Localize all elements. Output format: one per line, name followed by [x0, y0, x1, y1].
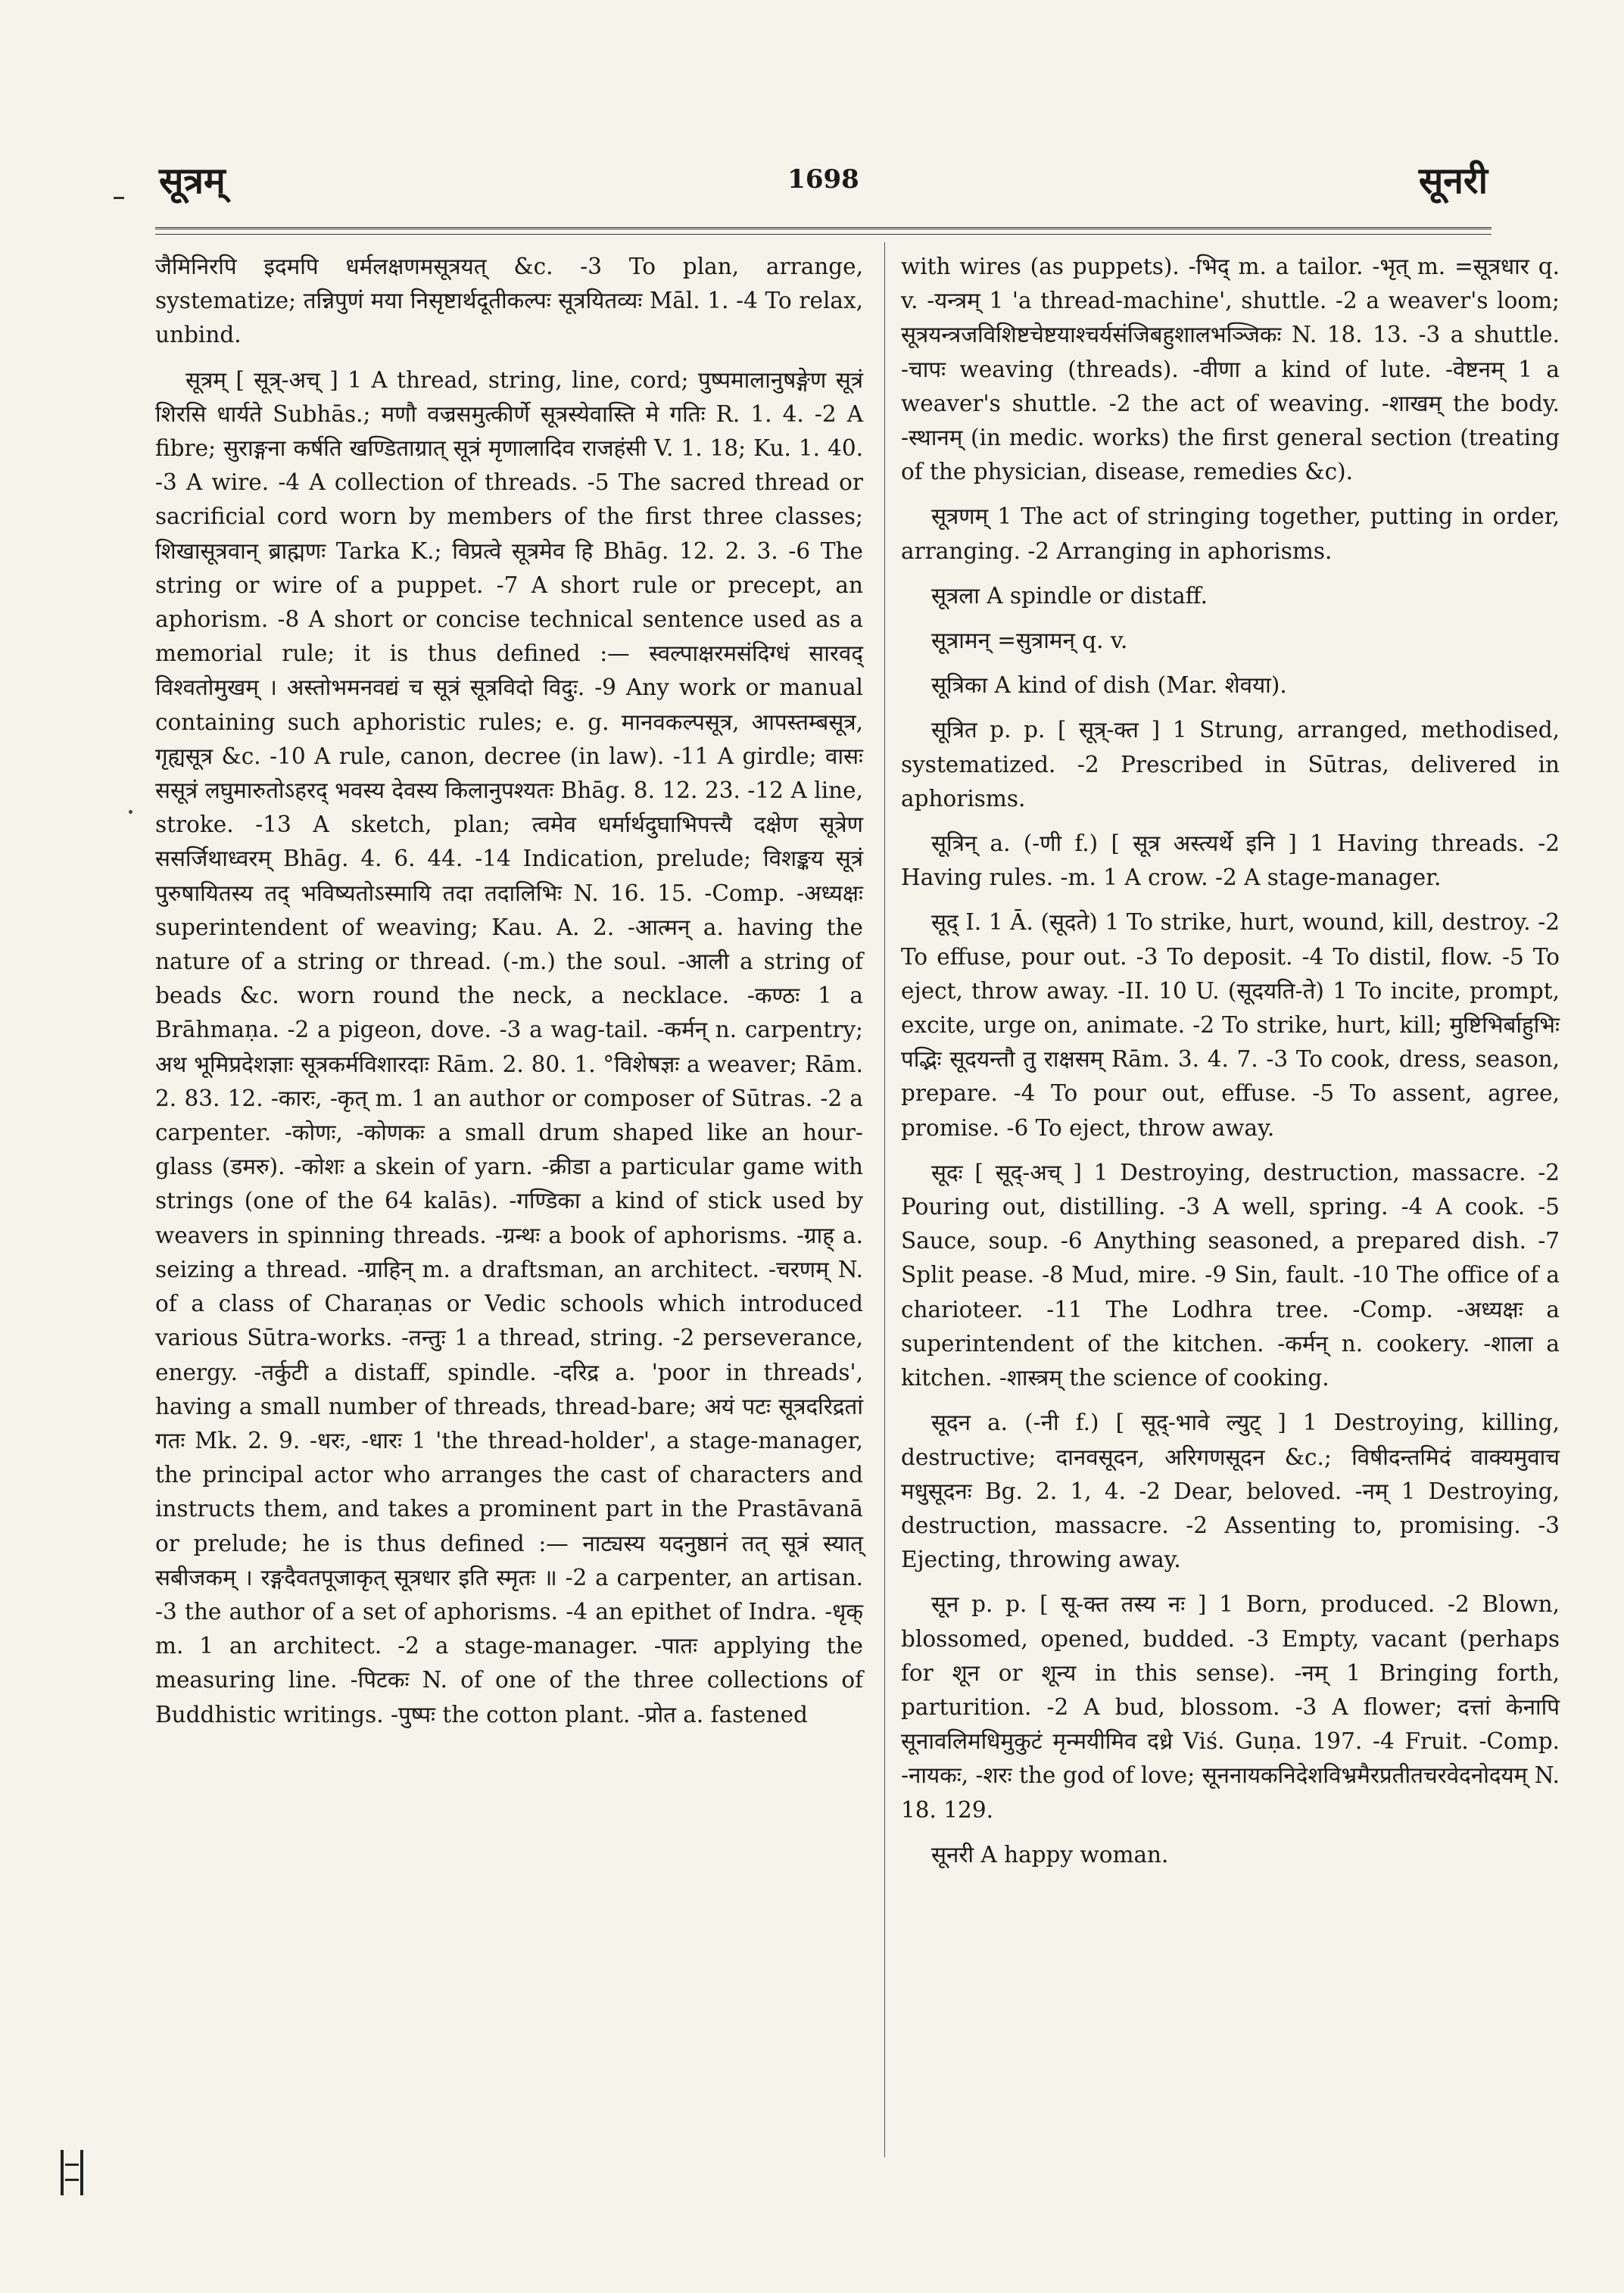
entry-sud-verb: सूद् I. 1 Ā. (सूदते) 1 To strike, hurt, wound, kill, destroy. -2 To effuse, pour out. -3 To deposit. -4 To distil, flow. -5 To eject, throw away. -II. 10 U. (सूदयति-ते) 1 To incite, prompt, excite, urge on, animate. -2 To strike, hurt, kill; मुष्टिभिर्बाहुभिः पद्भिः सूदयन्तौ तु राक्षसम् Rām. 3. 4. 7. -3 To cook, dress, season, prepare. -4 To pour out, effuse. -5 To assent, agree, promise. -6 To eject, throw away.: [901, 909, 1560, 1141]
entry-sutrin: सूत्रिन् a. (-णी f.) [ सूत्र अस्त्यर्थे इनि ] 1 Having threads. -2 Having rules. -m. 1 A crow. -2 A stage-manager.: [901, 830, 1560, 891]
margin-dash: [114, 197, 124, 199]
entry-sunari: सूनरी A happy woman.: [931, 1841, 1169, 1868]
entry-sutraman: सूत्रामन् =सुत्रामन् q. v.: [931, 628, 1128, 654]
right-column: [901, 250, 1560, 1883]
entry-sutrita: सूत्रित p. p. [ सूत्र्-क्त ] 1 Strung, arranged, methodised, systematized. -2 Prescribed in Sūtras, delivered in aphorisms.: [901, 717, 1560, 812]
page-header: [159, 155, 1488, 216]
right-entry-continuation: with wires (as puppets). -भिद् m. a tailor. -भृत् m. =सूत्रधार q. v. -यन्त्रम् 1 'a thread-machine', shuttle. -2 a weaver's loom; सूत्रयन्त्रजविशिष्टचेष्टयाश्चर्यसंजिबहुशालभञ्जिकः N. 18. 13. -3 a shuttle. -चापः weaving (threads). -वीणा a kind of lute. -वेष्टनम् 1 a weaver's shuttle. -2 the act of weaving. -शाखम् the body. -स्थानम् (in medic. works) the first general section (treating of the physician, disease, remedies &c).: [901, 254, 1560, 485]
left-entry-continuation: जैमिनिरपि इदमपि धर्मलक्षणमसूत्रयत् &c. -3 To plan, arrange, systematize; तन्निपुणं मया निसृष्टार्थदूतीकल्पः सूत्रयितव्यः Māl. 1. -4 To relax, unbind.: [155, 254, 863, 348]
entry-sutram: सूत्रम् [ सूत्र्-अच् ] 1 A thread, string, line, cord; पुष्पमालानुषङ्गेण सूत्रं शिरसि धार्यते Subhās.; मणौ वज्रसमुत्कीर्णे सूत्रस्येवास्ति मे गतिः R. 1. 4. -2 A fibre; सुराङ्गना कर्षति खण्डिताग्रात् सूत्रं मृणालादिव राजहंसी V. 1. 18; Ku. 1. 40. -3 A wire. -4 A collection of threads. -5 The sacred thread or sacrificial cord worn by members of the first three classes; शिखासूत्रवान् ब्राह्मणः Tarka K.; विप्रत्वे सूत्रमेव हि Bhāg. 12. 2. 3. -6 The string or wire of a puppet. -7 A short rule or precept, an aphorism. -8 A short or concise technical sentence used as a memorial rule; it is thus defined :— स्वल्पाक्षरमसंदिग्धं सारवद् विश्वतोमुखम् । अस्तोभमनवद्यं च सूत्रं सूत्रविदो विदुः. -9 Any work or manual containing such aphoristic rules; e. g. मानवकल्पसूत्र, आपस्तम्बसूत्र, गृह्यसूत्र &c. -10 A rule, canon, decree (in law). -11 A girdle; वासः ससूत्रं लघुमारुतोऽहरद् भवस्य देवस्य किलानुपश्यतः Bhāg. 8. 12. 23. -12 A line, stroke. -13 A sketch, plan; त्वमेव धर्मार्थदुघाभिपत्त्यै दक्षेण सूत्रेण ससर्जिथाध्वरम् Bhāg. 4. 6. 44. -14 Indication, prelude; विशङ्कय सूत्रं पुरुषायितस्य तद् भविष्यतोऽस्मायि तदा तदालिभिः N. 16. 15. -Comp. -अध्यक्षः superintendent of weaving; Kau. A. 2. -आत्मन् a. having the nature of a string or thread. (-m.) the soul. -आली a string of beads &c. worn round the neck, a necklace. -कण्ठः 1 a Brāhmaṇa. -2 a pigeon, dove. -3 a wag-tail. -कर्मन् n. carpentry; अथ भूमिप्रदेशज्ञाः सूत्रकर्मविशारदाः Rām. 2. 80. 1. °विशेषज्ञः a weaver; Rām. 2. 83. 12. -कारः, -कृत् m. 1 an author or composer of Sūtras. -2 a carpenter. -कोणः, -कोणकः a small drum shaped like an hour-glass (डमरु). -कोशः a skein of yarn. -क्रीडा a particular game with strings (one of the 64 kalās). -गण्डिका a kind of stick used by weavers in spinning threads. -ग्रन्थः a book of aphorisms. -ग्राह् a. seizing a thread. -ग्राहिन् m. a draftsman, an architect. -चरणम् N. of a class of Charaṇas or Vedic schools which introduced various Sūtra-works. -तन्तुः 1 a thread, string. -2 perseverance, energy. -तर्कुटी a distaff, spindle. -दरिद्र a. 'poor in threads', having a small number of threads, thread-bare; अयं पटः सूत्रदरिद्रतां गतः Mk. 2. 9. -धरः, -धारः 1 'the thread-holder', a stage-manager, the principal actor who arranges the cast of characters and instructs them, and takes a prominent part in the Prastāvanā or prelude; he is thus defined :— नाट्यस्य यदनुष्ठानं तत् सूत्रं स्यात् सबीजकम् । रङ्गदैवतपूजाकृत् सूत्रधार इति स्मृतः ॥ -2 a carpenter, an artisan. -3 the author of a set of aphorisms. -4 an epithet of Indra. -धृक् m. 1 an architect. -2 a stage-manager. -पातः applying the measuring line. -पिटकः N. of one of the three collections of Buddhistic writings. -पुष्पः the cotton plant. -प्रोत a. fastened: [155, 366, 863, 1728]
header-rule: [155, 227, 1492, 235]
entry-sutranam: सूत्रणम् 1 The act of stringing together, putting in order, arranging. -2 Arranging in aphorisms.: [901, 503, 1560, 564]
entry-suna: सून p. p. [ सू-क्त तस्य नः ] 1 Born, produced. -2 Blown, blossomed, opened, budded. -3 Empty, vacant (perhaps for शून or शून्य in this sense). -नम् 1 Bringing forth, parturition. -2 A bud, blossom. -3 A flower; दत्तां केनापि सूनावलिमधिमुकुटं मृन्मयीमिव दध्रे Viś. Guṇa. 197. -4 Fruit. -Comp. -नायकः, -शरः the god of love; सूननायकनिदेशविभ्रमैरप्रतीतचरवेदनोदयम् N. 18. 129.: [901, 1591, 1560, 1823]
margin-dot: [129, 810, 132, 814]
entry-sutrala: सूत्रला A spindle or distaff.: [931, 582, 1208, 609]
entry-sudana: सूदन a. (-नी f.) [ सूद्-भावे ल्युट् ] 1 Destroying, killing, destructive; दानवसूदन, अरिगणसूदन &c.; विषीदन्तमिदं वाक्यमुवाच मधुसूदनः Bg. 2. 1, 4. -2 Dear, beloved. -नम् 1 Destroying, destruction, massacre. -2 Assenting to, promising. -3 Ejecting, throwing away.: [901, 1410, 1560, 1573]
column-divider: [884, 242, 885, 2157]
page-number: 1698: [787, 164, 859, 195]
left-column: [155, 250, 863, 1743]
binding-mark: [61, 2150, 83, 2195]
right-headword: सूनरी: [1418, 160, 1488, 202]
entry-sudah: सूदः [ सूद्-अच् ] 1 Destroying, destruction, massacre. -2 Pouring out, distilling. -3 A well, spring. -4 A cook. -5 Sauce, soup. -6 Anything seasoned, a prepared dish. -7 Split pease. -8 Mud, mire. -9 Sin, fault. -10 The office of a charioteer. -11 The Lodhra tree. -Comp. -अध्यक्षः a superintendent of the kitchen. -कर्मन् n. cookery. -शाला a kitchen. -शास्त्रम् the science of cooking.: [901, 1159, 1560, 1391]
entry-sutrika: सूत्रिका A kind of dish (Mar. शेवया).: [931, 672, 1287, 699]
left-headword: सूत्रम्: [159, 160, 226, 202]
